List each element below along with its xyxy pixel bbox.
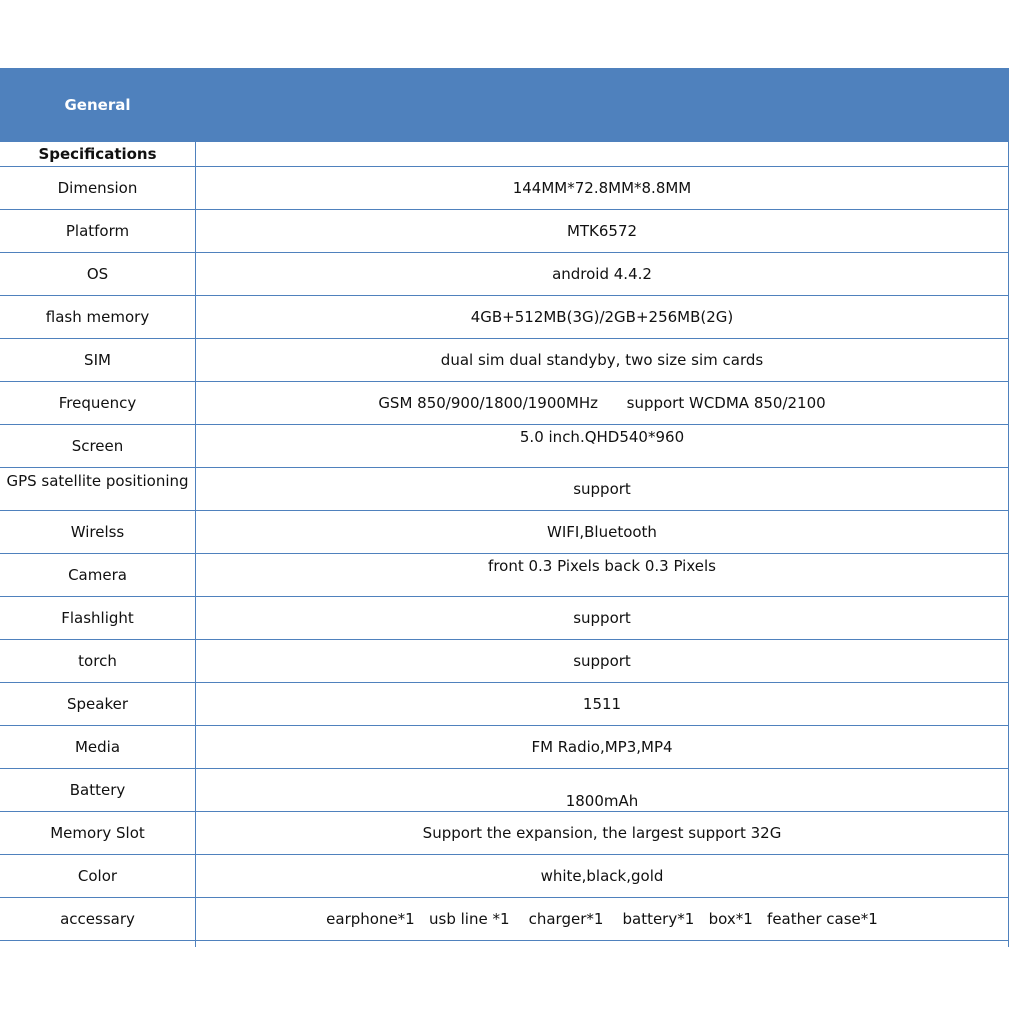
row-value: support: [196, 640, 1009, 682]
table-row: [0, 253, 1009, 296]
table-row: [0, 640, 1009, 683]
row-label: flash memory: [0, 296, 196, 338]
row-value: GSM 850/900/1800/1900MHz support WCDMA 850/2100: [196, 382, 1009, 424]
table-row: [0, 855, 1009, 898]
table-row: [0, 167, 1009, 210]
table-row: [0, 554, 1009, 597]
table-row: [0, 769, 1009, 812]
table-tail: [0, 941, 1009, 947]
row-value: WIFI,Bluetooth: [196, 511, 1009, 553]
table-row: [0, 468, 1009, 511]
table-row: [0, 683, 1009, 726]
row-label: torch: [0, 640, 196, 682]
row-label: Camera: [0, 554, 196, 596]
table-row: [0, 597, 1009, 640]
tail-right: [196, 941, 1009, 947]
row-value: android 4.4.2: [196, 253, 1009, 295]
spec-header-label: Specifications: [0, 142, 196, 166]
row-value: dual sim dual standyby, two size sim cards: [196, 339, 1009, 381]
row-label: OS: [0, 253, 196, 295]
row-value: Support the expansion, the largest support 32G: [196, 812, 1009, 854]
row-label: Memory Slot: [0, 812, 196, 854]
row-label: accessary: [0, 898, 196, 940]
row-value: 1800mAh: [196, 769, 1009, 811]
row-label: Battery: [0, 769, 196, 811]
row-label: Speaker: [0, 683, 196, 725]
tail-left: [0, 941, 196, 947]
row-label: Wirelss: [0, 511, 196, 553]
row-label: Platform: [0, 210, 196, 252]
row-value: front 0.3 Pixels back 0.3 Pixels: [196, 554, 1009, 596]
row-label: SIM: [0, 339, 196, 381]
table-row: [0, 898, 1009, 941]
row-label: GPS satellite positioning: [0, 468, 196, 510]
spec-header-value: [196, 142, 1009, 166]
header-band: [0, 68, 1009, 142]
spec-header-row: [0, 142, 1009, 167]
table-row: [0, 210, 1009, 253]
row-label: Color: [0, 855, 196, 897]
row-value: 4GB+512MB(3G)/2GB+256MB(2G): [196, 296, 1009, 338]
row-value: 5.0 inch.QHD540*960: [196, 425, 1009, 467]
row-label: Frequency: [0, 382, 196, 424]
row-value: earphone*1 usb line *1 charger*1 battery*1 box*1 feather case*1: [196, 898, 1009, 940]
table-row: [0, 812, 1009, 855]
row-value: support: [196, 597, 1009, 639]
row-label: Dimension: [0, 167, 196, 209]
table-row: [0, 339, 1009, 382]
row-value: support: [196, 468, 1009, 510]
table-row: [0, 511, 1009, 554]
row-value: 1511: [196, 683, 1009, 725]
row-value: white,black,gold: [196, 855, 1009, 897]
row-value: FM Radio,MP3,MP4: [196, 726, 1009, 768]
header-title: General: [64, 96, 131, 114]
row-value: 144MM*72.8MM*8.8MM: [196, 167, 1009, 209]
row-label: Media: [0, 726, 196, 768]
row-value: MTK6572: [196, 210, 1009, 252]
table-row: [0, 425, 1009, 468]
table-row: [0, 726, 1009, 769]
spec-table: [0, 68, 1009, 947]
table-row: [0, 382, 1009, 425]
table-row: [0, 296, 1009, 339]
row-label: Screen: [0, 425, 196, 467]
row-label: Flashlight: [0, 597, 196, 639]
